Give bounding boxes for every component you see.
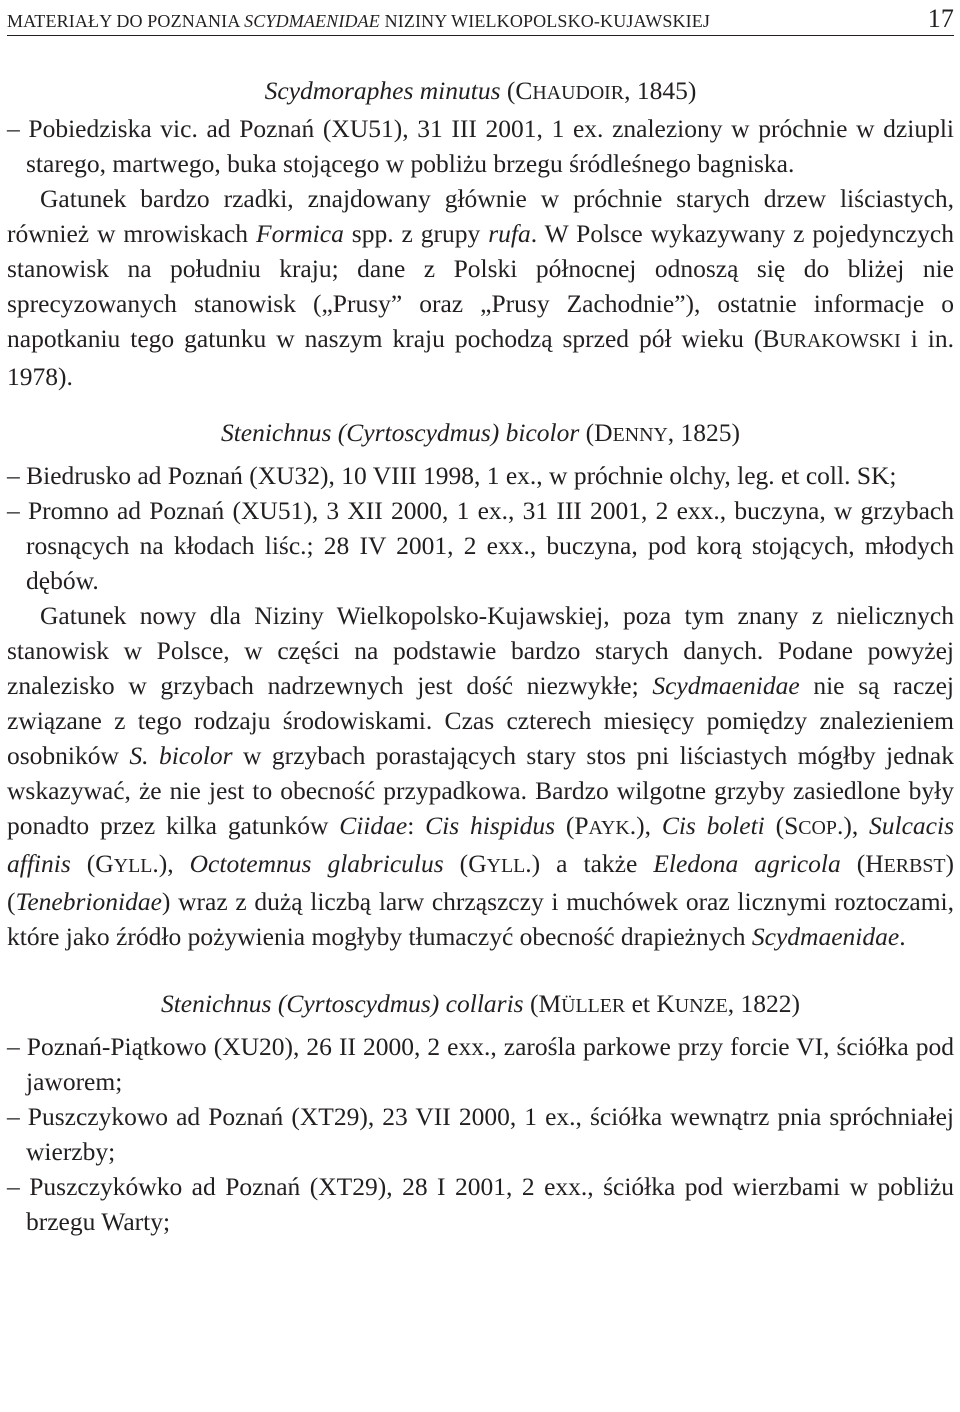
species-heading-scydmoraphes-minutus: Scydmoraphes minutus (CHAUDOIR, 1845) xyxy=(264,76,697,105)
locality-record: – Pobiedziska vic. ad Poznań (XU51), 31 III 2001, 1 ex. znaleziony w próchnie w dziupli starego, martwego, buka stojącego w pobliżu brzegu śródleśnego bagniska. xyxy=(7,114,954,178)
locality-record: – Puszczykówko ad Poznań (XT29), 28 I 2001, 2 exx., ściółka pod wierzbami w pobliżu brzegu Warty; xyxy=(7,1172,954,1236)
species-heading-stenichnus-bicolor: Stenichnus (Cyrtoscydmus) bicolor (DENNY, 1825) xyxy=(220,418,741,447)
running-header xyxy=(7,0,954,36)
species-heading-stenichnus-collaris: Stenichnus (Cyrtoscydmus) collaris (MÜLLER et KUNZE, 1822) xyxy=(160,989,801,1018)
locality-record: – Poznań-Piątkowo (XU20), 26 II 2000, 2 exx., zarośla parkowe przy forcie VI, ściółka pod jaworem; xyxy=(7,1032,954,1096)
page-number: 17 xyxy=(927,4,954,33)
running-title: MATERIAŁY DO POZNANIA SCYDMAENIDAE NIZINY WIELKOPOLSKO-KUJAWSKIEJ xyxy=(7,11,711,31)
locality-record: – Biedrusko ad Poznań (XU32), 10 VIII 1998, 1 ex., w próchnie olchy, leg. et coll. SK; xyxy=(7,461,897,490)
locality-record: – Puszczykowo ad Poznań (XT29), 23 VII 2000, 1 ex., ściółka wewnątrz pnia spróchniałej wierzby; xyxy=(7,1102,954,1166)
species-commentary: Gatunek nowy dla Niziny Wielkopolsko-Kujawskiej, poza tym znany z nielicznych stanowisk w Polsce, w części na podstawie bardzo starych danych. Podane powyżej znalezisko w grzybach nadrzewnych jest dość niezwykłe; Scydmaenidae nie są raczej związane z tego rodzaju środowiskami. Czas czterech miesięcy pomiędzy znalezieniem osobników S. bicolor w grzybach porastających stary stos pni liściastych mógłby jednak wskazywać, że nie jest to obecność przypadkowa. Bardzo wilgotne grzyby zasiedlone były ponadto przez kilka gatunków Ciidae: Cis hispidus (PAYK.), Cis boleti (SCOP.), Sulcacis affinis (GYLL.), Octotemnus glabriculus (GYLL.) a także Eledona agricola (HERBST) (Tenebrionidae) wraz z dużą liczbą larw chrząszczy i muchówek oraz licznymi roztoczami, które jako źródło pożywienia mogłyby tłumaczyć obecność drapieżnych Scydmaenidae. xyxy=(7,601,955,951)
species-commentary: Gatunek bardzo rzadki, znajdowany głównie w próchnie starych drzew liściastych, również w mrowiskach Formica spp. z grupy rufa. W Polsce wykazywany z pojedynczych stanowisk na południu kraju; dane z Polski północnej odnoszą się do bliżej nie sprecyzowanych stanowisk („Prusy” oraz „Prusy Zachodnie”), ostatnie informacje o napotkaniu tego gatunku w naszym kraju pochodzą sprzed pół wieku (BURAKOWSKI i in. 1978). xyxy=(7,184,954,391)
locality-record: – Promno ad Poznań (XU51), 3 XII 2000, 1 ex., 31 III 2001, 2 exx., buczyna, w grzybach rosnących na kłodach liśc.; 28 IV 2001, 2 exx., buczyna, pod korą stojących, młodych dębów. xyxy=(7,496,954,595)
